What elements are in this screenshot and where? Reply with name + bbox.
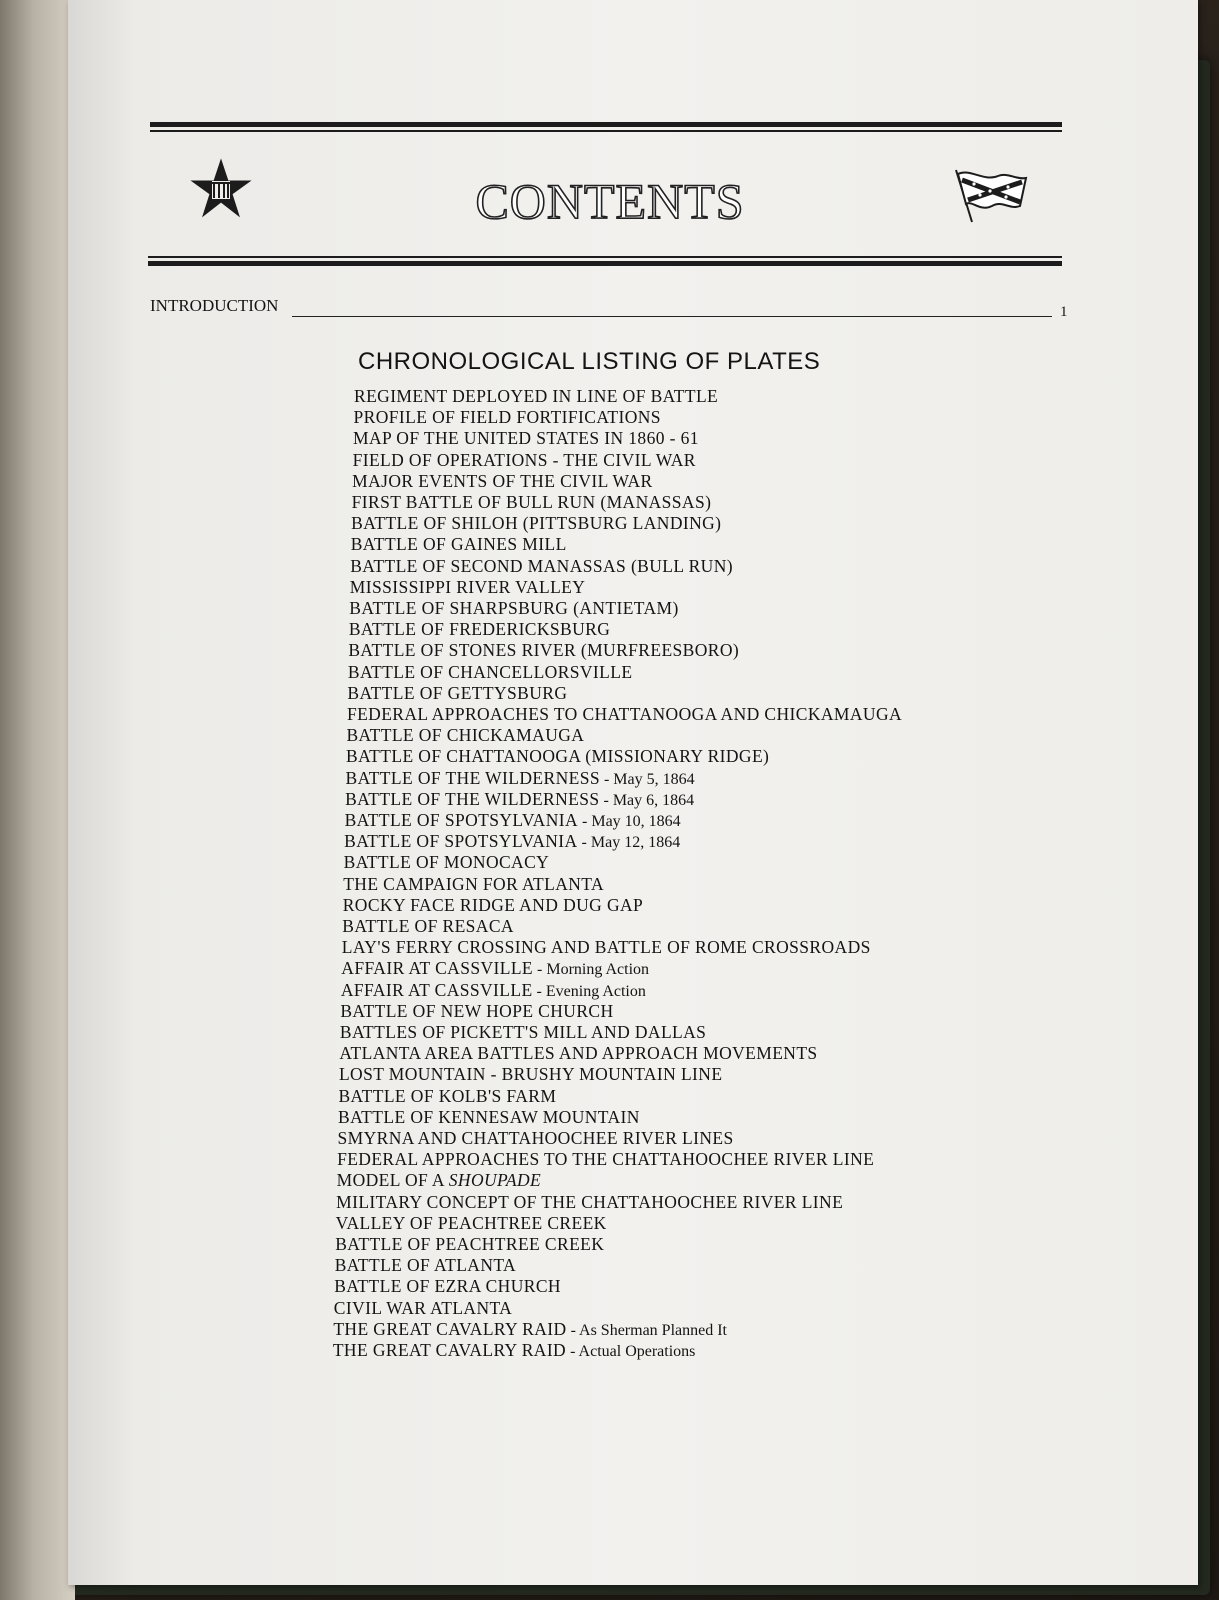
plate-subtitle: - May 10, 1864 [578, 813, 681, 830]
plate-subtitle: - Morning Action [533, 961, 650, 979]
introduction-page-number: 1 [1060, 304, 1068, 320]
plate-entry [350, 577, 586, 598]
plate-subtitle: - May 12, 1864 [577, 834, 681, 852]
plate-title: BATTLE OF SECOND MANASSAS (BULL RUN) [350, 555, 733, 576]
plate-subtitle: - May 5, 1864 [599, 770, 695, 788]
plate-title: BATTLE OF SPOTSYLVANIA [344, 810, 579, 830]
plate-title: BATTLE OF MONOCACY [343, 852, 550, 873]
plate-subtitle: - Actual Operations [566, 1343, 696, 1360]
plate-title: BATTLE OF CHATTANOOGA (MISSIONARY RIDGE) [346, 746, 770, 767]
plate-entry [345, 789, 694, 810]
plate-entry [350, 556, 733, 577]
plate-title: BATTLE OF SHILOH (PITTSBURG LANDING) [351, 513, 722, 534]
battle-flag-icon [950, 166, 1030, 226]
plate-title: BATTLE OF KENNESAW MOUNTAIN [338, 1106, 640, 1127]
plate-title: BATTLE OF PEACHTREE CREEK [335, 1234, 605, 1254]
plate-title: BATTLE OF FREDERICKSBURG [348, 619, 611, 640]
plate-title: MODEL OF A [336, 1170, 449, 1191]
plate-title: MISSISSIPPI RIVER VALLEY [349, 576, 586, 597]
plate-title: FIELD OF OPERATIONS - THE CIVIL WAR [352, 449, 696, 470]
plate-title: REGIMENT DEPLOYED IN LINE OF BATTLE [354, 386, 719, 406]
plate-entry [334, 1298, 512, 1319]
plate-entry [349, 598, 678, 619]
plate-title: BATTLE OF SPOTSYLVANIA [344, 831, 578, 852]
plate-entry [345, 810, 681, 831]
plate-title: AFFAIR AT CASSVILLE [341, 958, 534, 979]
plate-entry [338, 1086, 556, 1107]
plate-title: ATLANTA AREA BATTLES AND APPROACH MOVEMENTS [339, 1043, 818, 1064]
plate-title: BATTLE OF CHICKAMAUGA [346, 725, 585, 746]
page-title: CONTENTS [475, 173, 745, 229]
plate-entry [351, 513, 721, 534]
plate-entry [340, 1022, 706, 1043]
plate-title: ROCKY FACE RIDGE AND DUG GAP [342, 894, 644, 915]
plate-entry [346, 768, 695, 789]
plate-title: CIVIL WAR ATLANTA [333, 1297, 513, 1318]
plate-subtitle: - May 6, 1864 [599, 791, 695, 809]
plate-entry [353, 450, 696, 471]
plate-entry [341, 958, 649, 979]
plate-title: FEDERAL APPROACHES TO THE CHATTAHOOCHEE RIVER LINE [337, 1149, 875, 1170]
plate-title: FIRST BATTLE OF BULL RUN (MANASSAS) [351, 492, 712, 512]
plate-entry [340, 1001, 613, 1022]
plate-entry [354, 386, 718, 407]
plate-entry [339, 1043, 817, 1064]
plate-subtitle: - Evening Action [532, 982, 646, 1000]
header-rule-thick-bottom [148, 261, 1062, 266]
plate-entry [348, 640, 739, 661]
header-rule-thin-top [150, 130, 1062, 132]
plate-entry [354, 407, 661, 428]
plate-title: MAP OF THE UNITED STATES IN 1860 - 61 [353, 428, 699, 449]
plate-title: MILITARY CONCEPT OF THE CHATTAHOOCHEE RIVER LINE [336, 1191, 844, 1212]
plate-entry [335, 1234, 604, 1255]
plate-entry [349, 619, 610, 640]
plate-entry [336, 1192, 843, 1213]
plate-entry [353, 428, 699, 449]
plate-title: AFFAIR AT CASSVILLE [340, 979, 533, 1000]
plate-title: LAY'S FERRY CROSSING AND BATTLE OF ROME CROSSROADS [341, 937, 871, 958]
plate-entry [336, 1213, 607, 1234]
plate-title: BATTLE OF THE WILDERNESS [345, 767, 600, 788]
plate-entry [352, 492, 712, 513]
plate-entry [334, 1276, 561, 1297]
plate-title: BATTLE OF ATLANTA [334, 1255, 517, 1276]
plate-entry [342, 937, 871, 958]
plate-entry [347, 704, 902, 725]
header-rule-thick-top [150, 122, 1062, 127]
plate-title: BATTLE OF EZRA CHURCH [334, 1276, 561, 1297]
plate-title: BATTLE OF STONES RIVER (MURFREESBORO) [348, 640, 740, 661]
plate-title: BATTLE OF RESACA [342, 916, 514, 936]
introduction-label: INTRODUCTION [150, 296, 279, 315]
plate-title: BATTLE OF THE WILDERNESS [345, 788, 600, 809]
plate-entry [348, 662, 633, 683]
plate-title: SMYRNA AND CHATTAHOOCHEE RIVER LINES [337, 1128, 734, 1148]
plate-entry [338, 1107, 640, 1128]
plate-title: THE CAMPAIGN FOR ATLANTA [343, 873, 605, 894]
plate-entry [351, 534, 567, 555]
plate-title: BATTLE OF GAINES MILL [350, 534, 567, 555]
plate-title: BATTLE OF SHARPSBURG (ANTIETAM) [349, 598, 679, 618]
plate-subtitle: - As Sherman Planned It [566, 1321, 727, 1339]
plate-title: BATTLE OF CHANCELLORSVILLE [347, 661, 633, 682]
plate-entry [337, 1170, 542, 1191]
plate-entry [344, 852, 550, 873]
introduction-entry [150, 296, 1070, 320]
plate-title: PROFILE OF FIELD FORTIFICATIONS [353, 407, 661, 428]
plate-entry [343, 895, 643, 916]
plate-title: BATTLES OF PICKETT'S MILL AND DALLAS [339, 1022, 707, 1042]
plate-entry [346, 746, 769, 767]
plate-entry [346, 725, 584, 746]
facing-page-edge [0, 0, 75, 1600]
plate-title: BATTLE OF NEW HOPE CHURCH [340, 1000, 614, 1021]
plate-entry [347, 683, 567, 704]
plate-title: MAJOR EVENTS OF THE CIVIL WAR [352, 470, 653, 491]
plate-title: VALLEY OF PEACHTREE CREEK [335, 1212, 607, 1233]
plate-title: LOST MOUNTAIN - BRUSHY MOUNTAIN LINE [338, 1064, 723, 1085]
header-rule-thin-bottom [148, 256, 1062, 258]
plate-entry [341, 980, 646, 1001]
plate-entry [343, 874, 604, 895]
plate-entry [344, 831, 680, 852]
plate-entry [338, 1128, 734, 1149]
plate-title: BATTLE OF GETTYSBURG [347, 682, 568, 703]
plate-title: FEDERAL APPROACHES TO CHATTANOOGA AND CHICKAMAUGA [346, 704, 903, 724]
plate-entry [342, 916, 514, 937]
plate-entry [335, 1255, 516, 1276]
plate-title: BATTLE OF KOLB'S FARM [338, 1085, 557, 1106]
star-emblem-icon [190, 158, 252, 220]
plate-title-italic: SHOUPADE [448, 1170, 542, 1191]
plate-entry [337, 1149, 874, 1170]
section-title: CHRONOLOGICAL LISTING OF PLATES [358, 348, 821, 375]
plate-title: THE GREAT CAVALRY RAID [333, 1318, 567, 1339]
plate-entry [339, 1064, 722, 1085]
plate-title: THE GREAT CAVALRY RAID [332, 1340, 567, 1360]
leader-line [292, 316, 1052, 317]
plate-entry [352, 471, 653, 492]
plate-entry [333, 1340, 696, 1361]
plate-entry [333, 1319, 727, 1340]
